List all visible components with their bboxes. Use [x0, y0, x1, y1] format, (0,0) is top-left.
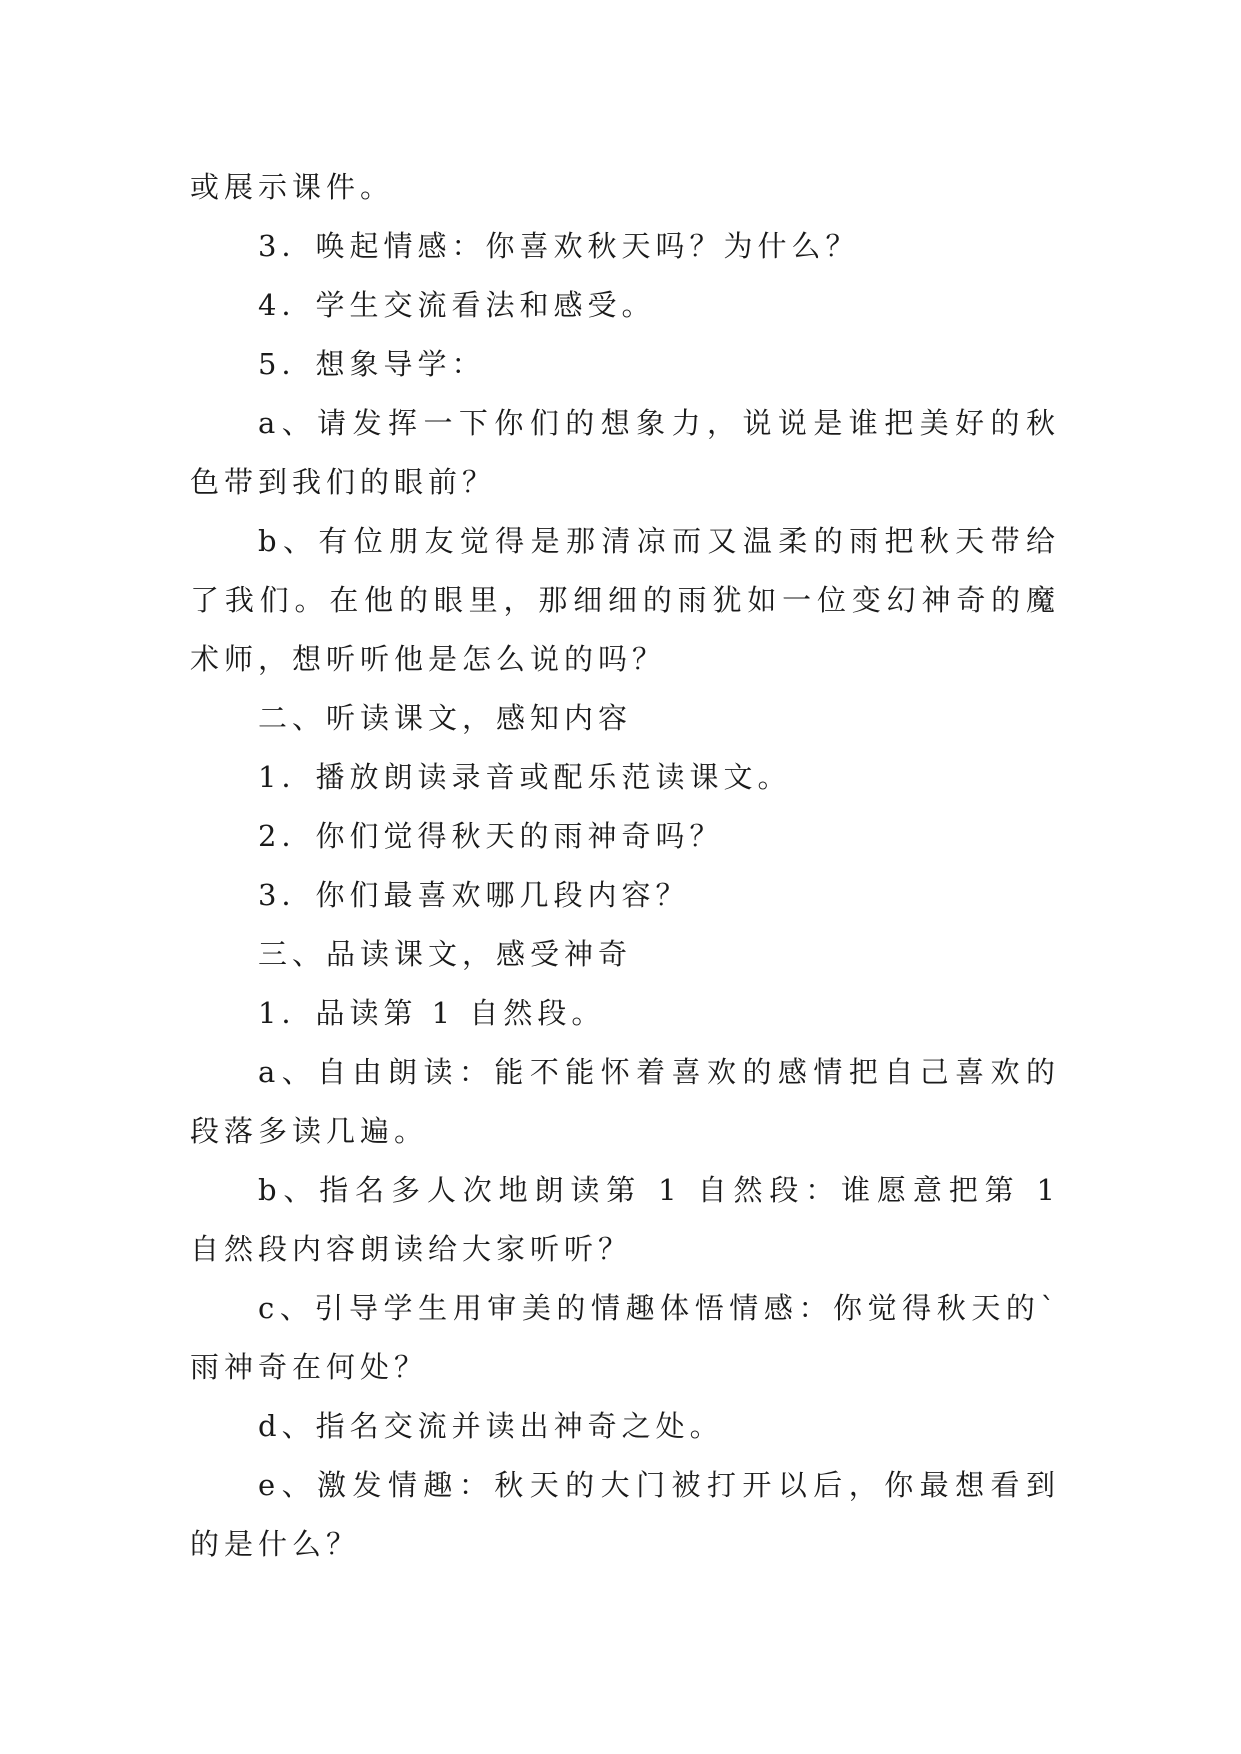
paragraph: a、自由朗读：能不能怀着喜欢的感情把自己喜欢的段落多读几遍。	[190, 1055, 1060, 1148]
paragraph: b、有位朋友觉得是那清凉而又温柔的雨把秋天带给了我们。在他的眼里，那细细的雨犹如一位变幻神奇的魔术师，想听听他是怎么说的吗？	[190, 524, 1060, 676]
paragraph: 3．唤起情感：你喜欢秋天吗？为什么？	[258, 229, 860, 263]
section-heading: 二、听读课文，感知内容	[258, 701, 633, 735]
section-heading: 三、品读课文，感受神奇	[258, 937, 633, 971]
paragraph: e、激发情趣：秋天的大门被打开以后，你最想看到的是什么？	[190, 1468, 1060, 1561]
paragraph: 4．学生交流看法和感受。	[258, 288, 656, 322]
document-body	[190, 158, 1060, 1574]
paragraph: 1．播放朗读录音或配乐范读课文。	[258, 760, 792, 794]
paragraph: a、请发挥一下你们的想象力，说说是谁把美好的秋色带到我们的眼前？	[190, 406, 1060, 499]
paragraph: d、指名交流并读出神奇之处。	[258, 1409, 724, 1443]
paragraph: c、引导学生用审美的情趣体悟情感：你觉得秋天的`雨神奇在何处？	[190, 1291, 1060, 1384]
paragraph: 2．你们觉得秋天的雨神奇吗？	[258, 819, 724, 853]
paragraph: 1．品读第 1 自然段。	[258, 996, 606, 1030]
paragraph: 或展示课件。	[190, 170, 395, 204]
paragraph: 5．想象导学：	[258, 347, 486, 381]
paragraph: 3．你们最喜欢哪几段内容？	[258, 878, 690, 912]
paragraph: b、指名多人次地朗读第 1 自然段：谁愿意把第 1 自然段内容朗读给大家听听？	[190, 1173, 1060, 1266]
